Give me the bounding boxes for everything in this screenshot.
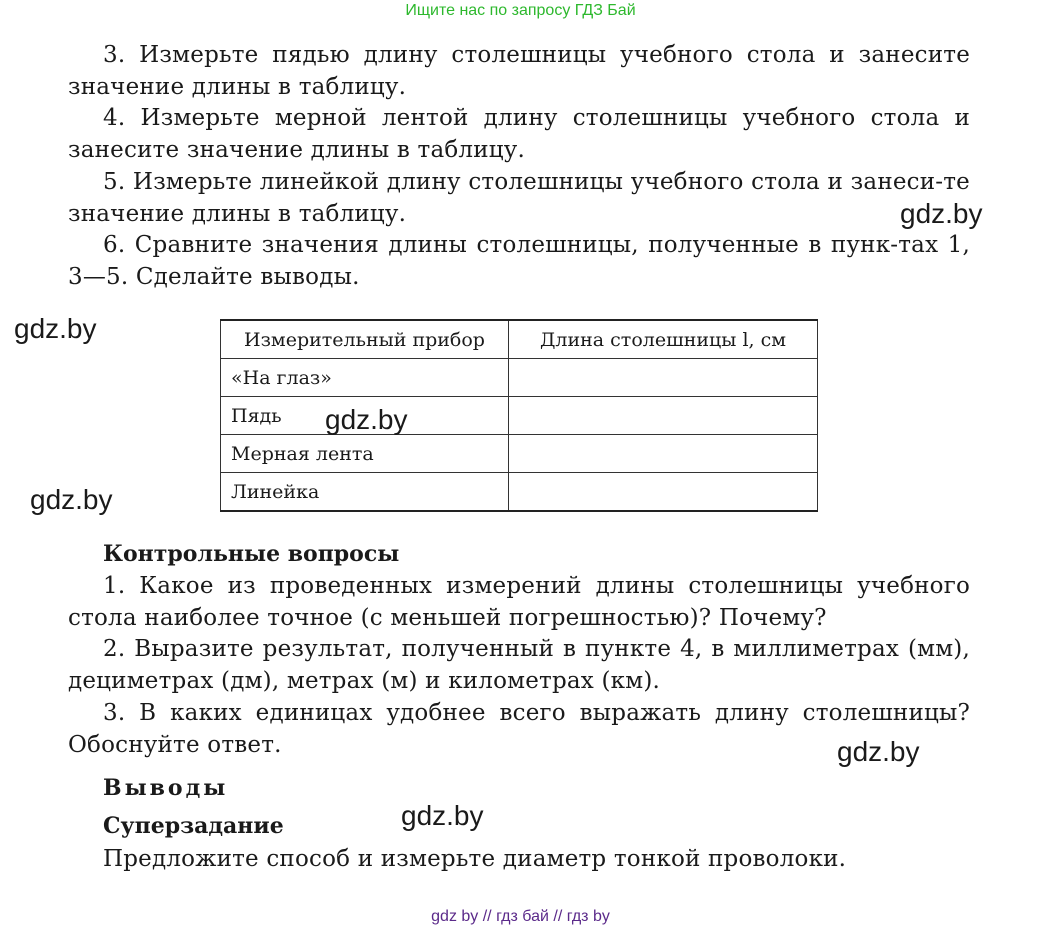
watermark: gdz.by	[837, 736, 920, 767]
step-6	[68, 230, 970, 293]
watermark: gdz.by	[401, 800, 484, 831]
table-cell-length	[509, 359, 818, 397]
step-5	[68, 167, 970, 230]
question-2	[68, 634, 970, 697]
conclusions-title: Выводы	[103, 775, 229, 801]
measurement-table	[220, 319, 818, 512]
supertask-title: Суперзадание	[103, 813, 284, 839]
step-6-text: 6. Сравните значения длины столешницы, полученные в пунк-тах 1, 3—5. Сделайте выводы.	[68, 232, 970, 290]
table-cell-instrument: «На глаз»	[221, 359, 509, 397]
table-cell-instrument: Линейка	[221, 473, 509, 512]
table-row	[221, 435, 818, 473]
table-row	[221, 397, 818, 435]
table-cell-length	[509, 435, 818, 473]
table-cell-length	[509, 397, 818, 435]
control-questions-title: Контрольные вопросы	[103, 541, 400, 567]
watermark: gdz.by	[30, 484, 113, 515]
watermark: gdz.by	[325, 404, 408, 435]
question-1	[68, 571, 970, 634]
step-5-text: 5. Измерьте линейкой длину столешницы учебного стола и занеси-те значение длины в таблицу.	[68, 169, 970, 227]
table-row	[221, 473, 818, 512]
step-4	[68, 103, 970, 166]
footer-links: gdz by // гдз бай // гдз by	[431, 908, 610, 925]
watermark: gdz.by	[900, 198, 983, 229]
step-3-text: 3. Измерьте пядью длину столешницы учебного стола и занесите значение длины в таблицу.	[68, 42, 970, 100]
table-header-instrument: Измерительный прибор	[221, 320, 509, 359]
step-4-text: 4. Измерьте мерной лентой длину столешницы учебного стола и занесите значение длины в таблицу.	[68, 105, 970, 163]
table-cell-instrument: Пядь	[221, 397, 509, 435]
supertask-text: Предложите способ и измерьте диаметр тонкой проволоки.	[103, 846, 847, 872]
table-row	[221, 359, 818, 397]
step-3	[68, 40, 970, 103]
question-3	[68, 698, 970, 761]
table-header-length: Длина столешницы l, см	[509, 320, 818, 359]
question-3-text: 3. В каких единицах удобнее всего выражать длину столешницы? Обоснуйте ответ.	[68, 700, 970, 758]
top-banner: Ищите нас по запросу ГДЗ Бай	[405, 2, 636, 19]
question-2-text: 2. Выразите результат, полученный в пункте 4, в миллиметрах (мм), дециметрах (дм), метрах (м) и километрах (км).	[68, 636, 970, 694]
question-1-text: 1. Какое из проведенных измерений длины столешницы учебного стола наиболее точное (с меньшей погрешностью)? Почему?	[68, 573, 970, 631]
table-cell-length	[509, 473, 818, 512]
watermark: gdz.by	[14, 313, 97, 344]
table-cell-instrument: Мерная лента	[221, 435, 509, 473]
table-header-row	[221, 320, 818, 359]
